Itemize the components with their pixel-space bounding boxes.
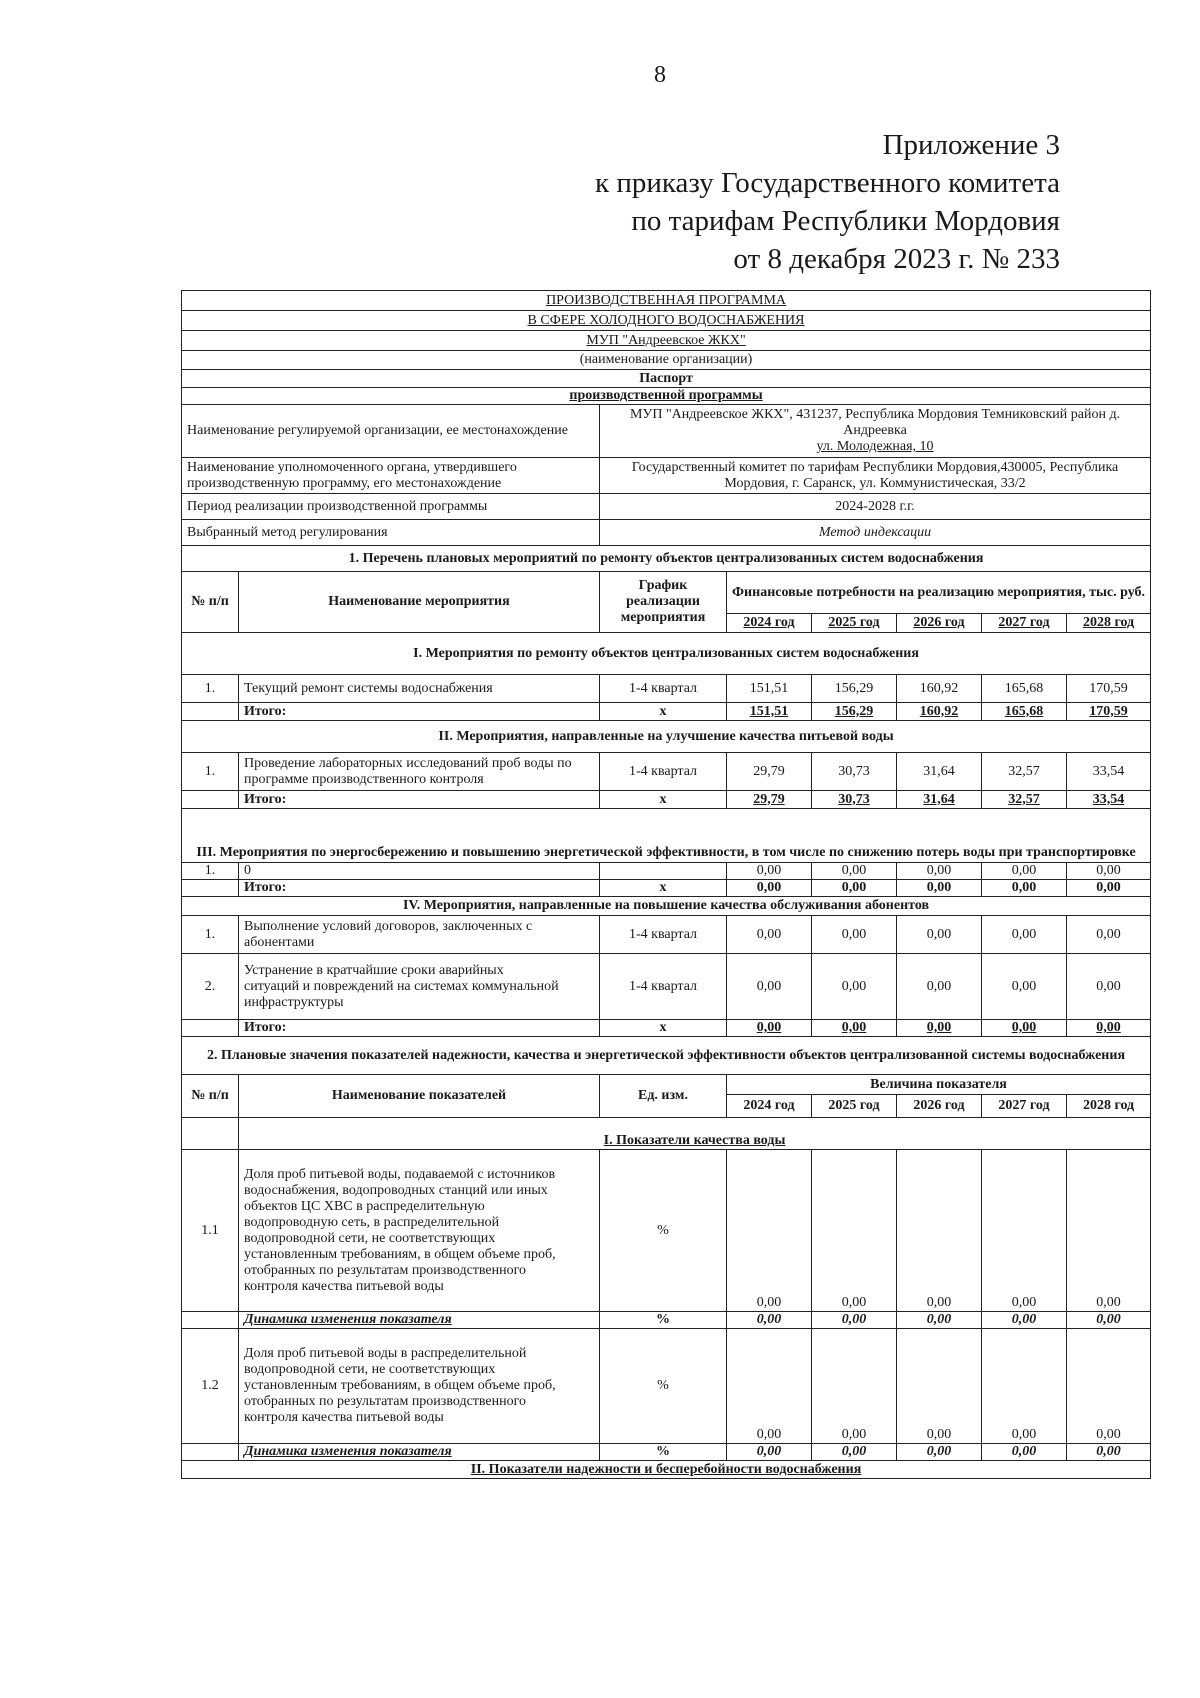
row-schedule: 1-4 квартал <box>600 675 727 703</box>
indicator-group-title: II. Показатели надежности и бесперебойности водоснабжения <box>182 1461 1151 1479</box>
dynamics-value: 0,00 <box>812 1444 897 1461</box>
passport-label: Период реализации производственной программы <box>182 494 600 520</box>
passport-row <box>182 405 1151 458</box>
row-value: 30,73 <box>812 753 897 791</box>
row-name: Текущий ремонт системы водоснабжения <box>239 675 600 703</box>
indicator-name: Доля проб питьевой воды в распределительной водопроводной сети, не соответствующих установленным требованиям, в общем объеме проб, отобранных по результатам производственного контроля качества питьевой воды <box>239 1329 600 1444</box>
total-value: 0,00 <box>897 1020 982 1037</box>
row-number: 1. <box>182 753 239 791</box>
total-value: 165,68 <box>982 703 1067 721</box>
total-value: 160,92 <box>897 703 982 721</box>
col-header-year: 2024 год <box>727 1095 812 1118</box>
row-value: 151,51 <box>727 675 812 703</box>
indicator-value: 0,00 <box>812 1329 897 1444</box>
row-value: 0,00 <box>897 954 982 1020</box>
passport-subtitle: производственной программы <box>182 388 1151 405</box>
total-label: Итого: <box>239 703 600 721</box>
indicator-value: 0,00 <box>727 1329 812 1444</box>
total-row <box>182 880 1151 897</box>
table-row <box>182 863 1151 880</box>
col-header-year: 2027 год <box>982 1095 1067 1118</box>
total-value: 0,00 <box>982 880 1067 897</box>
row-value: 170,59 <box>1067 675 1151 703</box>
row-name: 0 <box>239 863 600 880</box>
row-name: Проведение лабораторных исследований проб воды по программе производственного контроля <box>239 753 600 791</box>
total-value: 0,00 <box>812 880 897 897</box>
indicator-value: 0,00 <box>982 1329 1067 1444</box>
total-value: 29,79 <box>727 791 812 809</box>
total-row <box>182 1020 1151 1037</box>
production-program-table <box>181 290 1151 1479</box>
row-value: 156,29 <box>812 675 897 703</box>
dynamics-value: 0,00 <box>812 1312 897 1329</box>
passport-label: Наименование уполномоченного органа, утвердившего производственную программу, его местонахождение <box>182 458 600 494</box>
appendix-line-2: к приказу Государственного комитета <box>594 167 1060 199</box>
table-row <box>182 675 1151 703</box>
dynamics-row <box>182 1312 1151 1329</box>
row-value: 0,00 <box>1067 916 1151 954</box>
total-value: 0,00 <box>897 880 982 897</box>
col-header-num: № п/п <box>182 572 239 633</box>
row-name: Устранение в кратчайшие сроки аварийных ситуаций и повреждений на системах коммунальной инфраструктуры <box>239 954 600 1020</box>
dynamics-label: Динамика изменения показателя <box>239 1444 600 1461</box>
program-subtitle: В СФЕРЕ ХОЛОДНОГО ВОДОСНАБЖЕНИЯ <box>182 311 1151 331</box>
indicator-unit: % <box>600 1150 727 1312</box>
indicator-row <box>182 1329 1151 1444</box>
total-value: 0,00 <box>982 1020 1067 1037</box>
appendix-line-3: по тарифам Республики Мордовия <box>631 205 1060 237</box>
indicator-group-title: I. Показатели качества воды <box>239 1118 1151 1150</box>
total-label: Итого: <box>239 880 600 897</box>
group-title: II. Мероприятия, направленные на улучшение качества питьевой воды <box>182 721 1151 753</box>
total-value: 156,29 <box>812 703 897 721</box>
page-number: 8 <box>654 62 666 88</box>
total-label: Итого: <box>239 791 600 809</box>
table-row <box>182 753 1151 791</box>
dynamics-row <box>182 1444 1151 1461</box>
indicator-value: 0,00 <box>812 1150 897 1312</box>
dynamics-value: 0,00 <box>727 1312 812 1329</box>
total-x: х <box>600 880 727 897</box>
row-value: 0,00 <box>897 863 982 880</box>
indicator-value: 0,00 <box>982 1150 1067 1312</box>
row-value: 0,00 <box>982 863 1067 880</box>
total-value: 31,64 <box>897 791 982 809</box>
col-header-indicator: Наименование показателей <box>239 1075 600 1118</box>
total-value: 33,54 <box>1067 791 1151 809</box>
passport-value: Метод индексации <box>600 520 1151 546</box>
col-header-name: Наименование мероприятия <box>239 572 600 633</box>
total-value: 30,73 <box>812 791 897 809</box>
table-row <box>182 954 1151 1020</box>
col-header-year: 2027 год <box>982 614 1067 633</box>
indicator-value: 0,00 <box>1067 1329 1151 1444</box>
passport-row <box>182 494 1151 520</box>
dynamics-value: 0,00 <box>982 1444 1067 1461</box>
row-value: 0,00 <box>1067 863 1151 880</box>
col-header-year: 2025 год <box>812 1095 897 1118</box>
passport-value <box>600 405 1151 458</box>
col-header-value: Величина показателя <box>727 1075 1151 1095</box>
passport-value-line: МУП "Андреевское ЖКХ", 431237, Республика Мордовия Темниковский район д. Андреевка <box>629 407 1121 438</box>
row-number: 2. <box>182 954 239 1020</box>
row-number: 1. <box>182 916 239 954</box>
dynamics-value: 0,00 <box>1067 1312 1151 1329</box>
passport-label: Выбранный метод регулирования <box>182 520 600 546</box>
indicator-row <box>182 1150 1151 1312</box>
passport-label: Наименование регулируемой организации, ее местонахождение <box>182 405 600 458</box>
passport-value: 2024-2028 г.г. <box>600 494 1151 520</box>
indicator-value: 0,00 <box>1067 1150 1151 1312</box>
row-value: 33,54 <box>1067 753 1151 791</box>
col-header-num: № п/п <box>182 1075 239 1118</box>
dynamics-value: 0,00 <box>897 1312 982 1329</box>
passport-value-address: ул. Молодежная, 10 <box>816 439 934 454</box>
row-schedule: 1-4 квартал <box>600 954 727 1020</box>
program-title: ПРОИЗВОДСТВЕННАЯ ПРОГРАММА <box>182 291 1151 311</box>
passport-title: Паспорт <box>182 370 1151 388</box>
total-value: 0,00 <box>727 1020 812 1037</box>
total-value: 0,00 <box>1067 1020 1151 1037</box>
row-value: 0,00 <box>812 916 897 954</box>
organization-caption: (наименование организации) <box>182 351 1151 370</box>
group-title: I. Мероприятия по ремонту объектов централизованных систем водоснабжения <box>182 633 1151 675</box>
col-header-year: 2028 год <box>1067 614 1151 633</box>
row-schedule: 1-4 квартал <box>600 753 727 791</box>
row-value: 0,00 <box>982 954 1067 1020</box>
total-value: 170,59 <box>1067 703 1151 721</box>
row-value: 0,00 <box>812 954 897 1020</box>
total-x: х <box>600 791 727 809</box>
row-value: 0,00 <box>812 863 897 880</box>
appendix-line-4: от 8 декабря 2023 г. № 233 <box>733 243 1060 275</box>
row-number: 1. <box>182 675 239 703</box>
row-value: 160,92 <box>897 675 982 703</box>
passport-row <box>182 458 1151 494</box>
row-value: 0,00 <box>982 916 1067 954</box>
table-row <box>182 916 1151 954</box>
row-value: 0,00 <box>897 916 982 954</box>
dynamics-unit: % <box>600 1312 727 1329</box>
row-number: 1.2 <box>182 1329 239 1444</box>
col-header-year: 2026 год <box>897 614 982 633</box>
row-value: 31,64 <box>897 753 982 791</box>
dynamics-unit: % <box>600 1444 727 1461</box>
passport-value: Государственный комитет по тарифам Республики Мордовия,430005, Республика Мордовия, г. Саранск, ул. Коммунистическая, 33/2 <box>600 458 1151 494</box>
total-x: х <box>600 1020 727 1037</box>
row-schedule <box>600 863 727 880</box>
col-header-unit: Ед. изм. <box>600 1075 727 1118</box>
row-value: 0,00 <box>727 863 812 880</box>
col-header-year: 2025 год <box>812 614 897 633</box>
dynamics-value: 0,00 <box>727 1444 812 1461</box>
appendix-line-1: Приложение 3 <box>882 129 1060 161</box>
section-2-title: 2. Плановые значения показателей надежности, качества и энергетической эффективности объектов централизованной системы водоснабжения <box>182 1037 1151 1075</box>
row-number: 1. <box>182 863 239 880</box>
total-label: Итого: <box>239 1020 600 1037</box>
row-value: 0,00 <box>727 916 812 954</box>
row-value: 32,57 <box>982 753 1067 791</box>
indicator-value: 0,00 <box>897 1329 982 1444</box>
row-schedule: 1-4 квартал <box>600 916 727 954</box>
indicator-unit: % <box>600 1329 727 1444</box>
total-value: 32,57 <box>982 791 1067 809</box>
row-value: 165,68 <box>982 675 1067 703</box>
col-header-year: 2026 год <box>897 1095 982 1118</box>
dynamics-value: 0,00 <box>897 1444 982 1461</box>
dynamics-value: 0,00 <box>1067 1444 1151 1461</box>
total-x: х <box>600 703 727 721</box>
col-header-year: 2024 год <box>727 614 812 633</box>
row-name: Выполнение условий договоров, заключенных с абонентами <box>239 916 600 954</box>
row-value: 0,00 <box>1067 954 1151 1020</box>
indicator-name: Доля проб питьевой воды, подаваемой с источников водоснабжения, водопроводных станций или иных объектов ЦС ХВС в распределительную водопроводную сеть, в распределительной водопроводной сети, не соответствующих установленным требованиям, в общем объеме проб, отобранных по результатам производственного контроля качества питьевой воды <box>239 1150 600 1312</box>
passport-row <box>182 520 1151 546</box>
col-header-year: 2028 год <box>1067 1095 1151 1118</box>
row-value: 0,00 <box>727 954 812 1020</box>
col-header-schedule: График реализации мероприятия <box>600 572 727 633</box>
dynamics-label: Динамика изменения показателя <box>239 1312 600 1329</box>
row-number: 1.1 <box>182 1150 239 1312</box>
row-value: 29,79 <box>727 753 812 791</box>
total-value: 151,51 <box>727 703 812 721</box>
total-value: 0,00 <box>812 1020 897 1037</box>
indicator-value: 0,00 <box>727 1150 812 1312</box>
indicator-value: 0,00 <box>897 1150 982 1312</box>
total-row <box>182 703 1151 721</box>
organization-name: МУП "Андреевское ЖКХ" <box>182 331 1151 351</box>
total-row <box>182 791 1151 809</box>
total-value: 0,00 <box>1067 880 1151 897</box>
dynamics-value: 0,00 <box>982 1312 1067 1329</box>
group-title: IV. Мероприятия, направленные на повышение качества обслуживания абонентов <box>182 897 1151 916</box>
total-value: 0,00 <box>727 880 812 897</box>
section-1-title: 1. Перечень плановых мероприятий по ремонту объектов централизованных систем водоснабжения <box>182 546 1151 572</box>
group-title: III. Мероприятия по энергосбережению и повышению энергетической эффективности, в том числе по снижению потерь воды при транспортировке <box>182 809 1151 863</box>
col-header-finance: Финансовые потребности на реализацию мероприятия, тыс. руб. <box>727 572 1151 614</box>
appendix-heading <box>500 126 1060 278</box>
